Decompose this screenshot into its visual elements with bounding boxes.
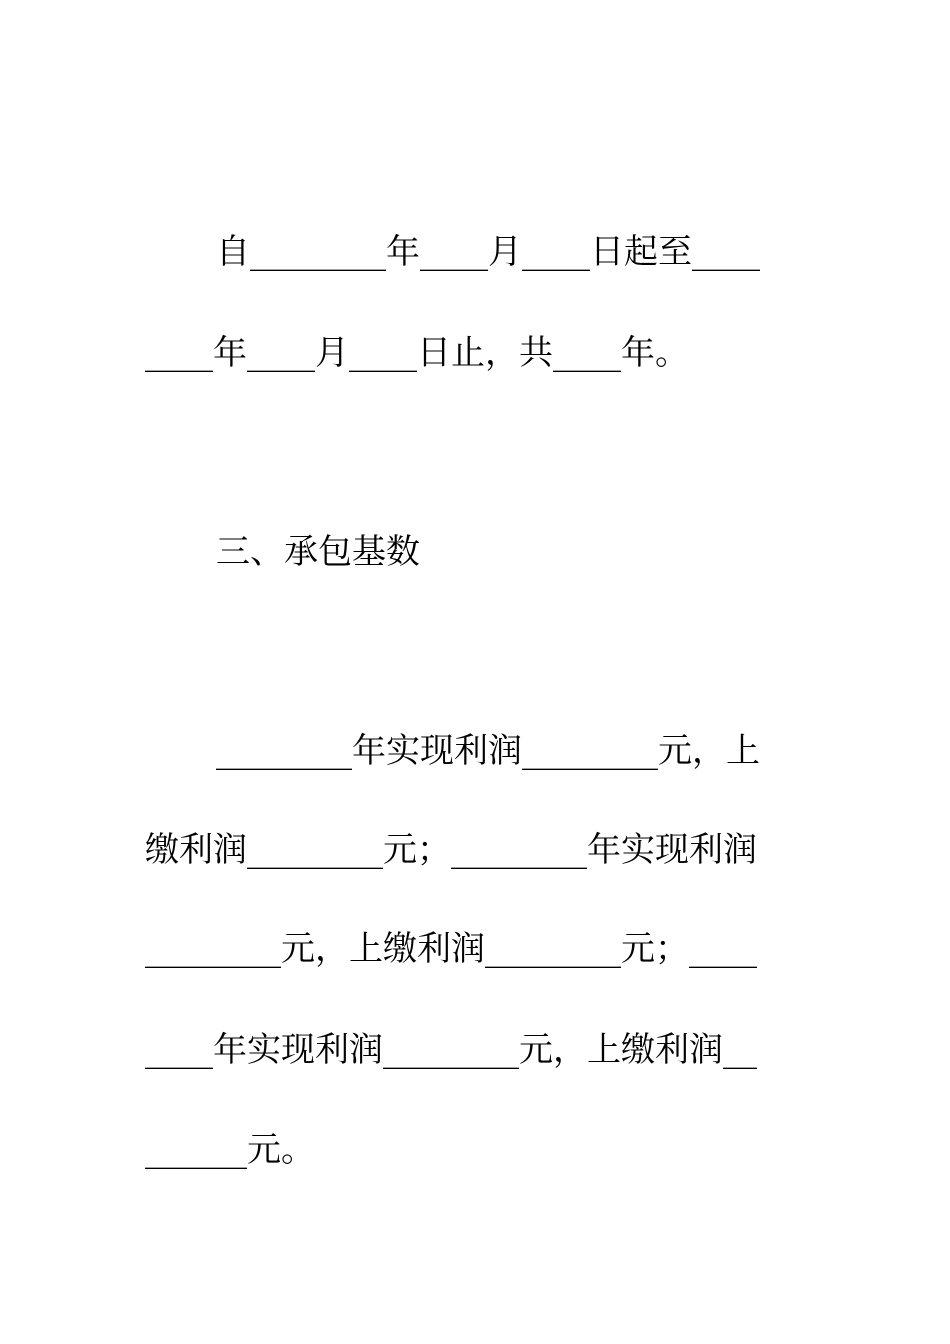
base-paragraph-line-2: 缴利润________元；________年实现利润 <box>145 830 757 870</box>
term-paragraph-line-1: 自________年____月____日起至____ <box>216 232 760 272</box>
base-paragraph-line-1: ________年实现利润________元，上 <box>216 731 760 771</box>
base-paragraph-line-4: ____年实现利润________元，上缴利润__ <box>145 1030 757 1070</box>
section-heading: 三、承包基数 <box>216 532 420 572</box>
term-paragraph-line-2: ____年____月____日止，共____年。 <box>145 333 689 373</box>
base-paragraph-line-3: ________元，上缴利润________元；____ <box>145 929 757 969</box>
base-paragraph-line-5: ______元。 <box>145 1130 315 1170</box>
